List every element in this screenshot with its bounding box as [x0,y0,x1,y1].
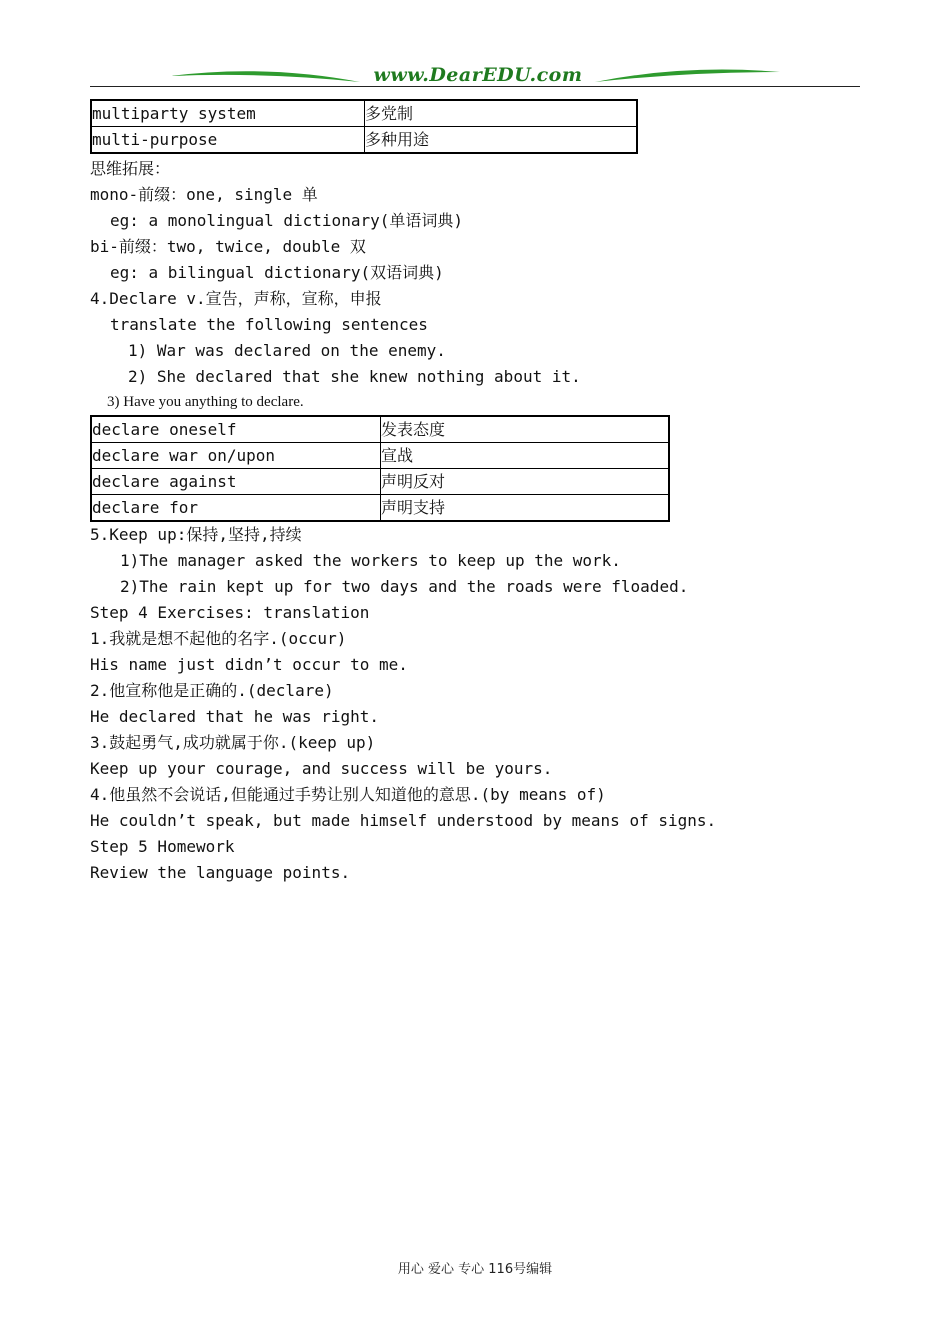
page-footer: 用心 爱心 专心 116号编辑 [397,1262,553,1277]
sentence-item: 2) She declared that she knew nothing about it. [128,367,581,386]
homework-line: Review the language points. [90,863,351,882]
page-header [90,62,860,90]
text-line: bi-前缀：two, twice, double 双 [90,237,366,256]
table-cell-en: declare oneself [91,416,381,443]
exercise-prompt: 4.他虽然不会说话,但能通过手势让别人知道他的意思.(by means of) [90,785,606,804]
exercise-answer: He couldn’t speak, but made himself understood by means of signs. [90,811,717,830]
step-heading: Step 5 Homework [90,837,235,856]
vocab-heading-keep-up: 5.Keep up:保持,坚持,持续 [90,525,302,544]
table-cell-zh: 多党制 [365,100,638,127]
exercise-answer: Keep up your courage, and success will be yours. [90,759,553,778]
exercise-prompt: 2.他宣称他是正确的.(declare) [90,681,334,700]
table-cell-zh: 多种用途 [365,127,638,154]
vocab-table-declare [90,415,670,522]
table-row [91,443,669,469]
instruction-line: translate the following sentences [110,315,428,334]
table-cell-en: declare for [91,495,381,522]
text-line: mono-前缀：one, single 单 [90,185,318,204]
section-heading: 思维拓展： [90,159,171,178]
exercise-prompt: 1.我就是想不起他的名字.(occur) [90,629,347,648]
example-line: eg: a bilingual dictionary(双语词典) [110,263,444,282]
table-row [91,100,637,127]
table-row [91,416,669,443]
table-cell-zh: 声明反对 [381,469,670,495]
table-cell-en: declare war on/upon [91,443,381,469]
table-row [91,469,669,495]
site-logo[interactable]: www.DearEDU.com [373,64,583,86]
sentence-item: 1) War was declared on the enemy. [128,341,446,360]
table-cell-zh: 声明支持 [381,495,670,522]
right-swoosh-icon [595,66,780,86]
vocab-heading-declare: 4.Declare v.宣告，声称，宣称，申报 [90,289,382,308]
exercise-answer: His name just didn’t occur to me. [90,655,408,674]
table-cell-zh: 发表态度 [381,416,670,443]
exercise-answer: He declared that he was right. [90,707,379,726]
table-cell-en: multi-purpose [91,127,365,154]
table-cell-en: declare against [91,469,381,495]
table-cell-en: multiparty system [91,100,365,127]
left-swoosh-icon [170,66,360,86]
document-body [90,99,870,886]
sentence-item: 3) Have you anything to declare. [107,394,304,410]
step-heading: Step 4 Exercises: translation [90,603,370,622]
table-row [91,127,637,154]
table-row [91,495,669,522]
example-line: eg: a monolingual dictionary(单语词典) [110,211,463,230]
table-cell-zh: 宣战 [381,443,670,469]
sentence-item: 2)The rain kept up for two days and the roads were floaded. [120,577,689,596]
header-rule [90,86,860,87]
exercise-prompt: 3.鼓起勇气,成功就属于你.(keep up) [90,733,376,752]
sentence-item: 1)The manager asked the workers to keep up the work. [120,551,621,570]
vocab-table-multi [90,99,638,154]
